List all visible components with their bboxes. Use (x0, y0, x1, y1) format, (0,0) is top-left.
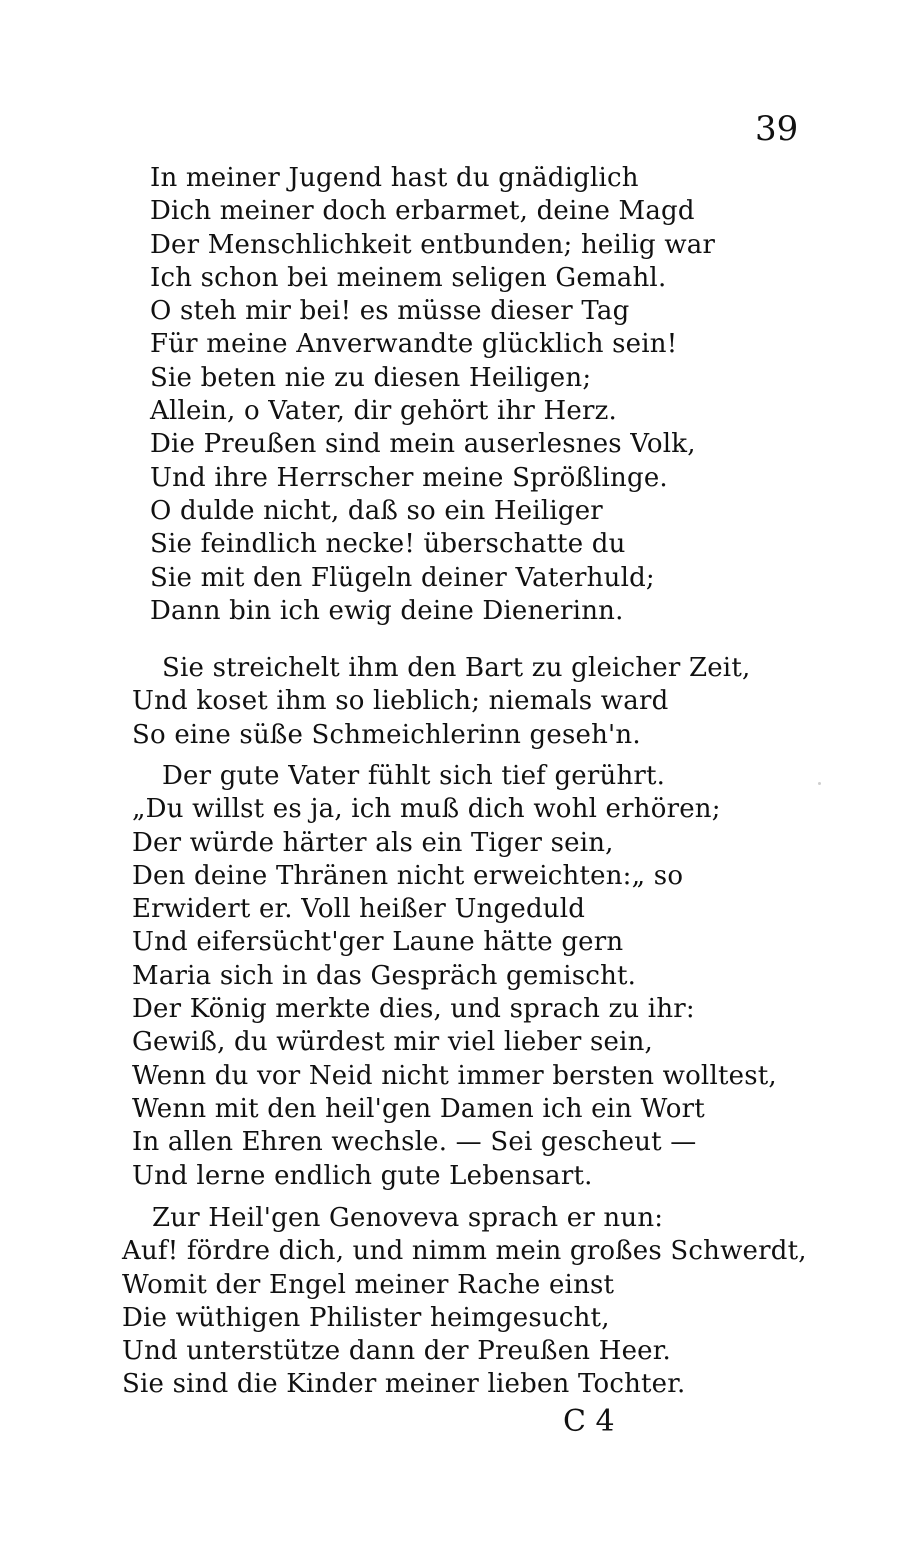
poem-stanza (122, 1202, 807, 1402)
poem-line: O dulde nicht, daß so ein Heiliger (150, 495, 603, 526)
poem-line: Sie beten nie zu diesen Heiligen; (150, 362, 592, 393)
poem-line: In allen Ehren wechsle. — Sei gescheut — (132, 1127, 697, 1158)
poem-line: Erwidert er. Voll heißer Ungeduld (132, 894, 586, 925)
poem-line: In meiner Jugend hast du gnädiglich (150, 163, 639, 193)
poem-line: Zur Heil'gen Genoveva sprach er nun: (152, 1203, 664, 1233)
poem-line: Sie feindlich necke! überschatte du (150, 529, 626, 560)
poem-line: Für meine Anverwandte glücklich sein! (150, 329, 678, 360)
poem-line: Sie mit den Flügeln deiner Vaterhuld; (150, 562, 655, 593)
poem-line: Die Preußen sind mein auserlesnes Volk, (150, 429, 696, 460)
poem-line: Und koset ihm so lieblich; niemals ward (132, 686, 669, 717)
poem-line: Ich schon bei meinem seligen Gemahl. (150, 262, 667, 293)
poem-line: Auf! fördre dich, und nimm mein großes Schwerdt, (122, 1236, 807, 1267)
poem-line: Den deine Thränen nicht erweichten:„ so (132, 860, 684, 891)
poem-line: Wenn mit den heil'gen Damen ich ein Wort (132, 1093, 705, 1124)
poem-line: So eine süße Schmeichlerinn geseh'n. (132, 719, 641, 750)
poem-line: Der Menschlichkeit entbunden; heilig war (150, 229, 716, 260)
poem-line: Und lerne endlich gute Lebensart. (132, 1160, 593, 1191)
poem-line: Allein, o Vater, dir gehört ihr Herz. (150, 396, 617, 427)
paper-speck (818, 782, 821, 785)
poem-stanza (132, 760, 777, 1193)
poem-line: Die wüthigen Philister heimgesucht, (122, 1302, 610, 1333)
poem-line: Und eifersücht'ger Laune hätte gern (132, 927, 624, 958)
poem-line: Maria sich in das Gespräch gemischt. (132, 960, 637, 991)
poem-stanza (132, 652, 750, 752)
poem-line: Womit der Engel meiner Rache einst (122, 1269, 615, 1300)
signature-mark: C 4 (563, 1404, 615, 1439)
poem-line: Sie sind die Kinder meiner lieben Tochter. (122, 1369, 686, 1400)
poem-line: Gewiß, du würdest mir viel lieber sein, (132, 1027, 654, 1058)
poem-line: Dich meiner doch erbarmet, deine Magd (150, 196, 695, 227)
poem-line: Der König merkte dies, und sprach zu ihr: (132, 994, 695, 1025)
poem-line: Sie streichelt ihm den Bart zu gleicher Zeit, (162, 653, 751, 683)
page-number: 39 (755, 109, 799, 149)
poem-line: „Du willst es ja, ich muß dich wohl erhören; (132, 794, 721, 825)
poem-line: Dann bin ich ewig deine Dienerinn. (150, 595, 624, 626)
poem-stanza (150, 162, 715, 628)
poem-line: O steh mir bei! es müsse dieser Tag (150, 296, 630, 327)
poem-line: Der würde härter als ein Tiger sein, (132, 827, 614, 858)
poem-line: Und ihre Herrscher meine Sprößlinge. (150, 462, 668, 493)
poem-line: Der gute Vater fühlt sich tief gerührt. (162, 761, 666, 791)
poem-line: Wenn du vor Neid nicht immer bersten wolltest, (132, 1060, 777, 1091)
poem-line: Und unterstütze dann der Preußen Heer. (122, 1336, 671, 1367)
